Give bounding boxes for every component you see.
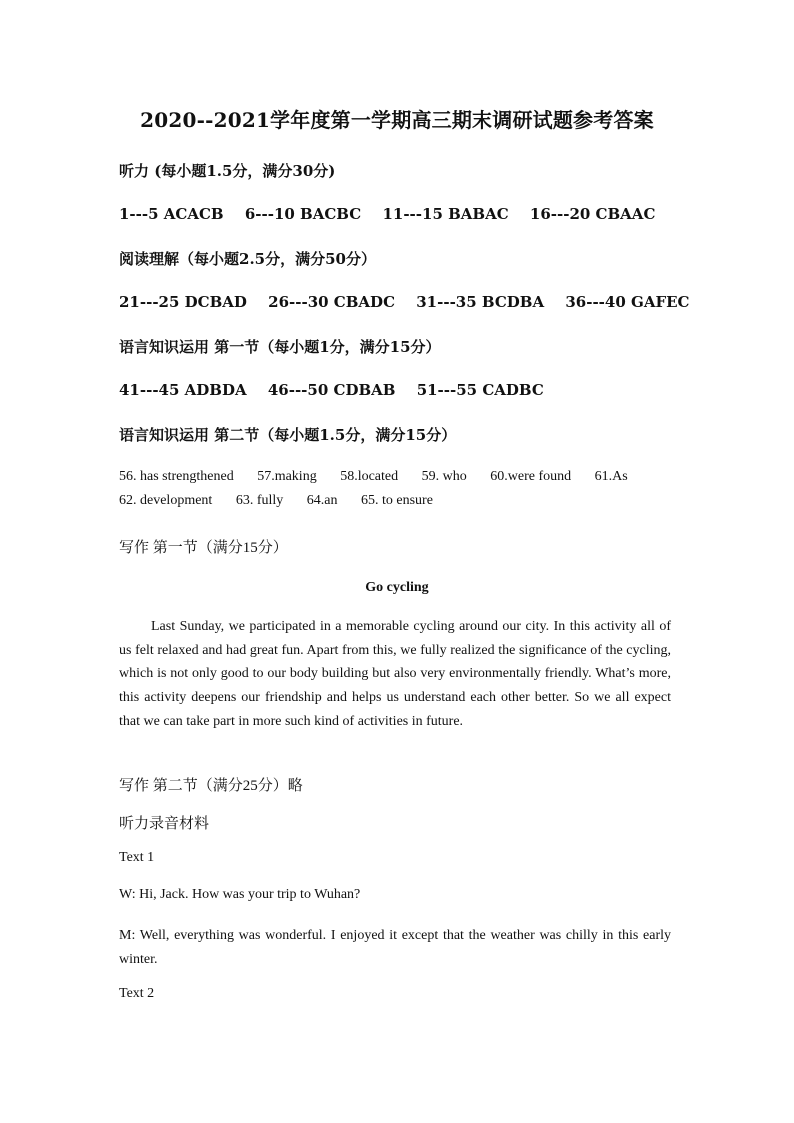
fill-answer: 60.were found <box>490 469 572 484</box>
text2-label: Text 2 <box>119 986 155 1001</box>
reading-heading: 阅读理解（每小题2.5分，满分50分） <box>119 250 376 268</box>
fill-answer: 56. has strengthened <box>119 469 234 484</box>
fill-answer: 58.located <box>340 469 399 484</box>
fill-answer: 63. fully <box>235 493 284 508</box>
fill-answer: 57.making <box>257 469 317 484</box>
listening-heading: 听力 (每小题1.5分，满分30分) <box>119 162 336 180</box>
answer-group: 51---55 CADBC <box>416 381 544 399</box>
fill-answer: 65. to ensure <box>360 493 433 508</box>
reading-answers <box>119 293 705 311</box>
fill-answer: 59. who <box>421 469 467 484</box>
answer-group: 31---35 BCDBA <box>416 293 545 311</box>
fill-answer: 62. development <box>119 493 213 508</box>
answer-group: 36---40 GAFEC <box>565 293 690 311</box>
language-section2-heading: 语言知识运用 第二节（每小题1.5分，满分15分） <box>119 426 457 444</box>
dialogue-line-w: W: Hi, Jack. How was your trip to Wuhan? <box>119 887 361 902</box>
text1-label: Text 1 <box>119 850 155 865</box>
answer-group: 21---25 DCBAD <box>119 293 247 311</box>
transcript-heading: 听力录音材料 <box>119 816 210 832</box>
listening-answers <box>119 205 671 223</box>
answer-group: 26---30 CBADC <box>268 293 396 311</box>
essay-paragraph: Last Sunday, we participated in a memorable cycling around our city. In this activity all of us felt relaxed and had great fun. Apart from this, we fully realized the significance of the cycling, which is not only good to our body building but also very environmentally friendly. What’s more, this activity deepens our friendship and helps us understand each other better. So we all expect that we can take part in more such kind of activities in future. <box>119 619 671 729</box>
writing-section1-heading: 写作 第一节（满分15分） <box>119 540 288 556</box>
answer-group: 46---50 CDBAB <box>267 381 396 399</box>
answer-group: 6---10 BACBC <box>244 205 362 223</box>
answer-group: 41---45 ADBDA <box>119 381 247 399</box>
fill-answers-row-1 <box>119 469 648 485</box>
dialogue-line-m: M: Well, everything was wonderful. I enjoyed it except that the weather was chilly in this early winter. <box>119 928 671 967</box>
language-section1-answers <box>119 381 560 399</box>
fill-answer: 61.As <box>594 469 628 484</box>
answer-group: 16---20 CBAAC <box>529 205 656 223</box>
writing-section2-heading: 写作 第二节（满分25分）略 <box>119 778 303 794</box>
answer-group: 11---15 BABAC <box>382 205 509 223</box>
answer-group: 1---5 ACACB <box>119 205 224 223</box>
essay-title: Go cycling <box>365 580 429 595</box>
language-section1-heading: 语言知识运用 第一节（每小题1分，满分15分） <box>119 338 441 356</box>
fill-answers-row-2 <box>119 493 453 509</box>
page-title: 2020--2021学年度第一学期高三期末调研试题参考答案 <box>140 108 654 132</box>
fill-answer: 64.an <box>306 493 338 508</box>
